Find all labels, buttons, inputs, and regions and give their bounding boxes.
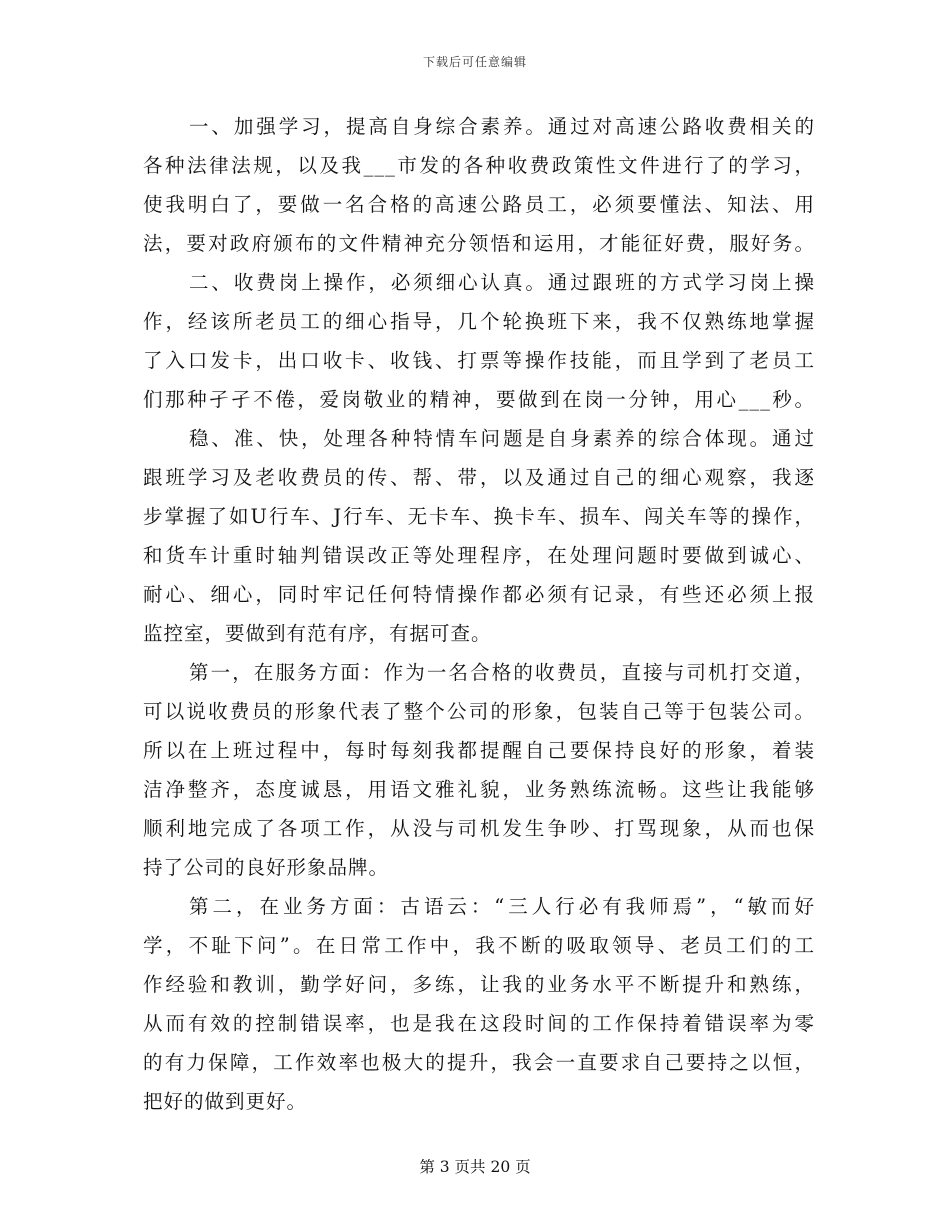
- text-line: 二、收费岗上操作，必须细心认真。通过跟班的方式学习岗上操: [189, 271, 815, 294]
- header-note: 下载后可任意编辑: [422, 55, 527, 69]
- text-line: 洁净整齐，态度诚恳，用语文雅礼貌，业务熟练流畅。这些让我能够: [143, 778, 815, 801]
- text-line: 的有力保障，工作效率也极大的提升，我会一直要求自己要持之以恒，: [143, 1051, 815, 1074]
- text-line: 第一，在服务方面：作为一名合格的收费员，直接与司机打交道，: [189, 661, 815, 684]
- text-line: 稳、准、快，处理各种特情车问题是自身素养的综合体现。通过: [189, 427, 815, 450]
- text-line: 法，要对政府颁布的文件精神充分领悟和运用，才能征好费，服好务。: [143, 232, 815, 255]
- text-line: 可以说收费员的形象代表了整个公司的形象，包装自己等于包装公司。: [143, 700, 815, 723]
- text-line: 耐心、细心，同时牢记任何特情操作都必须有记录，有些还必须上报: [143, 583, 815, 606]
- text-line: 所以在上班过程中，每时每刻我都提醒自己要保持良好的形象，着装: [143, 739, 815, 762]
- text-line: 跟班学习及老收费员的传、帮、带，以及通过自己的细心观察，我逐: [143, 466, 815, 489]
- text-line: 各种法律法规，以及我___市发的各种收费政策性文件进行了的学习，: [143, 154, 815, 177]
- text-line: 作经验和教训，勤学好问，多练，让我的业务水平不断提升和熟练，: [143, 973, 815, 996]
- text-line: 使我明白了，要做一名合格的高速公路员工，必须要懂法、知法、用: [143, 193, 815, 216]
- text-line: 持了公司的良好形象品牌。: [143, 856, 390, 879]
- text-line: 步掌握了如U行车、J行车、无卡车、换卡车、损车、闯关车等的操作，: [143, 505, 815, 528]
- text-line: 一、加强学习，提高自身综合素养。通过对高速公路收费相关的: [189, 115, 815, 138]
- text-line: 把好的做到更好。: [143, 1090, 308, 1113]
- text-line: 从而有效的控制错误率，也是我在这段时间的工作保持着错误率为零: [143, 1012, 815, 1035]
- text-line: 顺利地完成了各项工作，从没与司机发生争吵、打骂现象，从而也保: [143, 817, 815, 840]
- body-text: [143, 107, 815, 1121]
- text-line: 监控室，要做到有范有序，有据可查。: [143, 622, 492, 645]
- text-line: 了入口发卡，出口收卡、收钱、打票等操作技能，而且学到了老员工: [143, 349, 815, 372]
- page-footer: 第 3 页共 20 页: [419, 1158, 531, 1176]
- text-line: 和货车计重时轴判错误改正等处理程序，在处理问题时要做到诚心、: [143, 544, 815, 567]
- text-line: 们那种孑孑不倦，爱岗敬业的精神，要做到在岗一分钟，用心___秒。: [143, 388, 815, 411]
- text-line: 作，经该所老员工的细心指导，几个轮换班下来，我不仅熟练地掌握: [143, 310, 815, 333]
- text-line: 学，不耻下问”。在日常工作中，我不断的吸取领导、老员工们的工: [143, 934, 815, 957]
- text-line: 第二，在业务方面：古语云：“三人行必有我师焉”，“敏而好: [189, 895, 815, 918]
